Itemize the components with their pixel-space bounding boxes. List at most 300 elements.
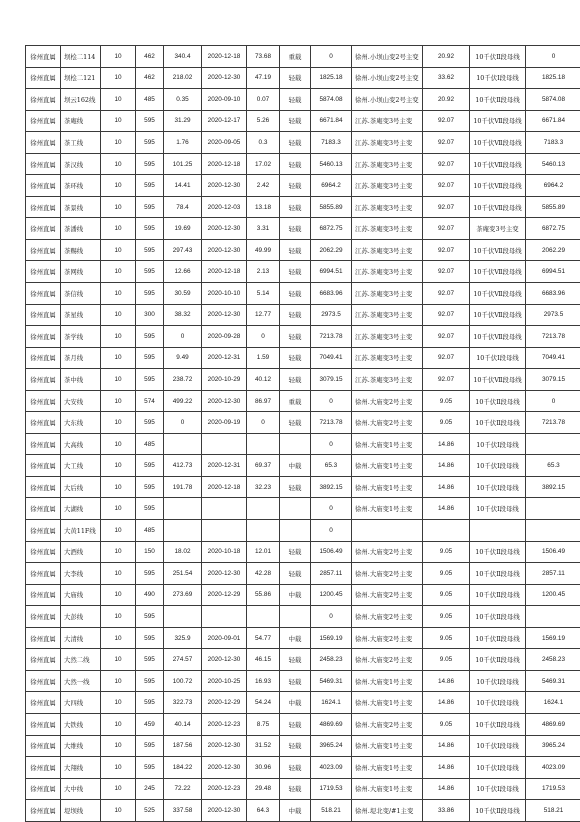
available-cell: 0 [311, 433, 352, 455]
spare-cell: 2458.23 [526, 649, 580, 671]
available-cell: 65.3 [311, 455, 352, 477]
voltage-cell: 10 [101, 757, 136, 779]
date-cell: 2020-12-03 [202, 196, 247, 218]
bus-cell: 10千伏Ⅰ段母线 [470, 476, 526, 498]
available-cell: 3965.24 [311, 735, 352, 757]
date-cell: 2020-09-28 [202, 326, 247, 348]
spare-cell: 1719.53 [526, 778, 580, 800]
load-status-cell: 轻载 [280, 326, 311, 348]
load-cell: 322.73 [164, 692, 202, 714]
transformer-cell: 江苏.茶庵变3号主变 [352, 153, 423, 175]
load-cell: 251.54 [164, 563, 202, 585]
date-cell: 2020-12-18 [202, 476, 247, 498]
bus-cell: 10千伏Ⅱ段母线 [470, 412, 526, 434]
available-cell: 518.21 [311, 800, 352, 822]
transformer-cell: 徐州.大庙变1号主变 [352, 498, 423, 520]
voltage-cell: 10 [101, 584, 136, 606]
transformer-cell: 徐州.小坝山变2号主变 [352, 89, 423, 111]
spare-cell: 6964.2 [526, 175, 580, 197]
load-cell [164, 520, 202, 542]
transformer-cell: 徐州.大庙变2号主变 [352, 627, 423, 649]
load-status-cell: 中载 [280, 627, 311, 649]
capacity-cell: 150 [136, 541, 164, 563]
transformer-cell: 徐州.大庙变2号主变 [352, 541, 423, 563]
table-row [26, 498, 580, 520]
capacity-cell: 595 [136, 412, 164, 434]
line-name-cell: 茶环线 [61, 175, 101, 197]
transformer-cell: 江苏.茶庵变3号主变 [352, 110, 423, 132]
transformer-rate-cell: 14.86 [423, 498, 470, 520]
load-cell: 0 [164, 326, 202, 348]
bus-cell: 10千伏Ⅰ段母线 [470, 498, 526, 520]
spare-cell: 2857.11 [526, 563, 580, 585]
available-cell: 0 [311, 390, 352, 412]
capacity-cell: 595 [136, 757, 164, 779]
line-name-cell: 茶潘线 [61, 218, 101, 240]
load-status-cell: 轻载 [280, 476, 311, 498]
spare-cell: 2062.29 [526, 239, 580, 261]
load-rate-cell: 2.42 [247, 175, 280, 197]
available-cell: 4023.09 [311, 757, 352, 779]
transformer-cell: 江苏.茶庵变3号主变 [352, 261, 423, 283]
voltage-cell: 10 [101, 196, 136, 218]
transformer-rate-cell: 9.05 [423, 541, 470, 563]
date-cell: 2020-12-30 [202, 175, 247, 197]
line-name-cell: 大东线 [61, 412, 101, 434]
table-row [26, 46, 580, 68]
date-cell: 2020-10-10 [202, 283, 247, 305]
spare-cell [526, 520, 580, 542]
date-cell: 2020-12-23 [202, 778, 247, 800]
date-cell: 2020-10-18 [202, 541, 247, 563]
load-cell: 14.41 [164, 175, 202, 197]
company-cell: 徐州直属 [26, 304, 61, 326]
load-cell [164, 433, 202, 455]
transformer-rate-cell: 9.05 [423, 390, 470, 412]
load-rate-cell [247, 606, 280, 628]
data-sheet [25, 45, 541, 822]
transformer-rate-cell: 92.07 [423, 175, 470, 197]
load-status-cell: 轻载 [280, 239, 311, 261]
spare-cell: 6872.75 [526, 218, 580, 240]
transformer-cell: 徐州.大庙变2号主变 [352, 649, 423, 671]
available-cell: 1624.1 [311, 692, 352, 714]
transformer-rate-cell: 92.07 [423, 304, 470, 326]
load-status-cell [280, 520, 311, 542]
available-cell: 6671.84 [311, 110, 352, 132]
spare-cell: 7183.3 [526, 132, 580, 154]
company-cell: 徐州直属 [26, 196, 61, 218]
bus-cell: 10千伏Ⅶ段母线 [470, 196, 526, 218]
line-name-cell: 大黄11F线 [61, 520, 101, 542]
transformer-rate-cell: 14.86 [423, 455, 470, 477]
date-cell: 2020-09-19 [202, 412, 247, 434]
line-name-cell: 大湖线 [61, 498, 101, 520]
company-cell: 徐州直属 [26, 153, 61, 175]
load-rate-cell: 5.14 [247, 283, 280, 305]
transformer-rate-cell: 92.07 [423, 369, 470, 391]
date-cell: 2020-12-18 [202, 153, 247, 175]
bus-cell: 10千伏Ⅰ段母线 [470, 735, 526, 757]
load-cell: 0 [164, 412, 202, 434]
spare-cell: 6683.96 [526, 283, 580, 305]
available-cell: 2062.29 [311, 239, 352, 261]
voltage-cell: 10 [101, 498, 136, 520]
capacity-cell: 595 [136, 110, 164, 132]
available-cell: 2458.23 [311, 649, 352, 671]
transformer-rate-cell: 9.05 [423, 713, 470, 735]
table-row [26, 239, 580, 261]
available-cell: 2973.5 [311, 304, 352, 326]
load-cell: 273.69 [164, 584, 202, 606]
voltage-cell: 10 [101, 778, 136, 800]
capacity-cell: 462 [136, 67, 164, 89]
load-status-cell: 中载 [280, 800, 311, 822]
load-status-cell: 轻载 [280, 713, 311, 735]
voltage-cell: 10 [101, 390, 136, 412]
capacity-cell: 595 [136, 261, 164, 283]
capacity-cell: 485 [136, 89, 164, 111]
voltage-cell: 10 [101, 153, 136, 175]
load-cell: 40.14 [164, 713, 202, 735]
transformer-cell: 徐州.大庙变2号主变 [352, 584, 423, 606]
voltage-cell: 10 [101, 132, 136, 154]
available-cell: 5469.31 [311, 670, 352, 692]
transformer-cell: 徐州.大庙变1号主变 [352, 757, 423, 779]
available-cell: 1506.49 [311, 541, 352, 563]
transformer-cell: 江苏.茶庵变3号主变 [352, 369, 423, 391]
available-cell: 5874.08 [311, 89, 352, 111]
load-status-cell [280, 498, 311, 520]
line-name-cell: 茶工线 [61, 132, 101, 154]
load-rate-cell: 55.86 [247, 584, 280, 606]
available-cell: 6964.2 [311, 175, 352, 197]
capacity-cell: 595 [136, 498, 164, 520]
capacity-cell: 595 [136, 175, 164, 197]
load-rate-cell: 3.31 [247, 218, 280, 240]
company-cell: 徐州直属 [26, 261, 61, 283]
load-cell: 412.73 [164, 455, 202, 477]
table-row [26, 627, 580, 649]
company-cell: 徐州直属 [26, 692, 61, 714]
available-cell: 6683.96 [311, 283, 352, 305]
spare-cell: 0 [526, 390, 580, 412]
date-cell: 2020-09-10 [202, 89, 247, 111]
capacity-cell: 595 [136, 196, 164, 218]
bus-cell: 10千伏Ⅰ段母线 [470, 455, 526, 477]
company-cell: 徐州直属 [26, 132, 61, 154]
line-load-table [25, 45, 580, 822]
spare-cell: 1200.45 [526, 584, 580, 606]
bus-cell: 10千伏Ⅶ段母线 [470, 110, 526, 132]
table-row [26, 713, 580, 735]
voltage-cell: 10 [101, 520, 136, 542]
table-row [26, 369, 580, 391]
bus-cell: 10千伏Ⅶ段母线 [470, 304, 526, 326]
line-name-cell: 茶星线 [61, 304, 101, 326]
bus-cell: 10千伏Ⅱ段母线 [470, 713, 526, 735]
transformer-cell: 徐州.大庙变2号主变 [352, 390, 423, 412]
load-cell: 325.9 [164, 627, 202, 649]
table-row [26, 218, 580, 240]
voltage-cell: 10 [101, 218, 136, 240]
spare-cell: 7213.78 [526, 412, 580, 434]
company-cell: 徐州直属 [26, 713, 61, 735]
line-name-cell: 大然一线 [61, 670, 101, 692]
transformer-cell: 徐州.大庙变2号主变 [352, 606, 423, 628]
load-rate-cell: 64.3 [247, 800, 280, 822]
transformer-cell: 江苏.茶庵变3号主变 [352, 304, 423, 326]
voltage-cell: 10 [101, 369, 136, 391]
capacity-cell: 595 [136, 239, 164, 261]
voltage-cell: 10 [101, 326, 136, 348]
voltage-cell: 10 [101, 261, 136, 283]
load-status-cell: 中载 [280, 692, 311, 714]
available-cell: 1569.19 [311, 627, 352, 649]
spare-cell: 1624.1 [526, 692, 580, 714]
load-cell: 340.4 [164, 46, 202, 68]
voltage-cell: 10 [101, 239, 136, 261]
load-rate-cell: 30.96 [247, 757, 280, 779]
line-name-cell: 大安线 [61, 390, 101, 412]
table-row [26, 778, 580, 800]
line-name-cell: 茶中线 [61, 369, 101, 391]
available-cell: 4869.69 [311, 713, 352, 735]
bus-cell: 10千伏Ⅰ段母线 [470, 670, 526, 692]
line-name-cell: 大酒线 [61, 541, 101, 563]
company-cell: 徐州直属 [26, 584, 61, 606]
transformer-rate-cell: 92.07 [423, 283, 470, 305]
transformer-cell: 江苏.茶庵变3号主变 [352, 218, 423, 240]
load-rate-cell: 29.48 [247, 778, 280, 800]
bus-cell: 10千伏Ⅱ段母线 [470, 584, 526, 606]
load-rate-cell [247, 498, 280, 520]
load-rate-cell: 40.12 [247, 369, 280, 391]
load-status-cell: 重载 [280, 46, 311, 68]
transformer-cell: 徐州.大庙变1号主变 [352, 670, 423, 692]
load-rate-cell [247, 520, 280, 542]
table-row [26, 89, 580, 111]
spare-cell: 3892.15 [526, 476, 580, 498]
transformer-cell: 江苏.茶庵变3号主变 [352, 239, 423, 261]
load-rate-cell: 0 [247, 412, 280, 434]
transformer-rate-cell [423, 520, 470, 542]
load-cell: 218.02 [164, 67, 202, 89]
load-cell: 31.29 [164, 110, 202, 132]
load-rate-cell: 2.13 [247, 261, 280, 283]
load-status-cell [280, 433, 311, 455]
table-row [26, 476, 580, 498]
capacity-cell: 595 [136, 476, 164, 498]
capacity-cell: 595 [136, 218, 164, 240]
load-rate-cell: 12.01 [247, 541, 280, 563]
bus-cell [470, 520, 526, 542]
load-cell: 337.58 [164, 800, 202, 822]
load-rate-cell: 5.26 [247, 110, 280, 132]
line-name-cell: 大高线 [61, 433, 101, 455]
load-cell: 101.25 [164, 153, 202, 175]
spare-cell: 6994.51 [526, 261, 580, 283]
transformer-cell: 徐州.大庙变2号主变 [352, 563, 423, 585]
company-cell: 徐州直属 [26, 347, 61, 369]
line-name-cell: 坝云162线 [61, 89, 101, 111]
date-cell: 2020-12-29 [202, 584, 247, 606]
load-cell: 191.78 [164, 476, 202, 498]
transformer-cell: 江苏.茶庵变3号主变 [352, 196, 423, 218]
voltage-cell: 10 [101, 627, 136, 649]
table-row [26, 520, 580, 542]
company-cell: 徐州直属 [26, 455, 61, 477]
table-row [26, 455, 580, 477]
table-row [26, 584, 580, 606]
load-rate-cell: 32.23 [247, 476, 280, 498]
load-status-cell: 轻载 [280, 757, 311, 779]
date-cell: 2020-12-30 [202, 649, 247, 671]
transformer-cell: 徐州.大庙变2号主变 [352, 412, 423, 434]
load-rate-cell: 13.18 [247, 196, 280, 218]
load-status-cell: 中载 [280, 584, 311, 606]
company-cell: 徐州直属 [26, 541, 61, 563]
voltage-cell: 10 [101, 433, 136, 455]
line-name-cell: 大中线 [61, 778, 101, 800]
line-name-cell: 茶学线 [61, 326, 101, 348]
transformer-rate-cell: 92.07 [423, 239, 470, 261]
capacity-cell: 595 [136, 627, 164, 649]
transformer-rate-cell: 92.07 [423, 218, 470, 240]
spare-cell: 2973.5 [526, 304, 580, 326]
company-cell: 徐州直属 [26, 800, 61, 822]
spare-cell: 0 [526, 46, 580, 68]
voltage-cell: 10 [101, 800, 136, 822]
date-cell: 2020-12-31 [202, 347, 247, 369]
load-rate-cell: 8.75 [247, 713, 280, 735]
date-cell: 2020-12-29 [202, 692, 247, 714]
load-rate-cell: 47.19 [247, 67, 280, 89]
load-rate-cell: 86.97 [247, 390, 280, 412]
bus-cell: 10千伏Ⅶ段母线 [470, 132, 526, 154]
line-name-cell: 茶汉线 [61, 153, 101, 175]
table-row [26, 433, 580, 455]
voltage-cell: 10 [101, 89, 136, 111]
load-rate-cell: 54.77 [247, 627, 280, 649]
transformer-cell [352, 520, 423, 542]
load-rate-cell: 0.07 [247, 89, 280, 111]
table-body [26, 46, 580, 822]
load-rate-cell [247, 433, 280, 455]
date-cell: 2020-12-30 [202, 735, 247, 757]
voltage-cell: 10 [101, 412, 136, 434]
line-name-cell: 茶网线 [61, 261, 101, 283]
capacity-cell: 595 [136, 369, 164, 391]
load-rate-cell: 49.99 [247, 239, 280, 261]
voltage-cell: 10 [101, 304, 136, 326]
load-status-cell: 轻载 [280, 261, 311, 283]
line-name-cell: 大清线 [61, 627, 101, 649]
load-status-cell: 中载 [280, 455, 311, 477]
company-cell: 徐州直属 [26, 218, 61, 240]
transformer-cell: 徐州.大庙变1号主变 [352, 433, 423, 455]
date-cell: 2020-12-30 [202, 757, 247, 779]
load-rate-cell: 31.52 [247, 735, 280, 757]
available-cell: 3079.15 [311, 369, 352, 391]
spare-cell: 1825.18 [526, 67, 580, 89]
capacity-cell: 595 [136, 326, 164, 348]
company-cell: 徐州直属 [26, 757, 61, 779]
spare-cell: 6671.84 [526, 110, 580, 132]
available-cell: 7213.78 [311, 412, 352, 434]
load-rate-cell: 16.93 [247, 670, 280, 692]
capacity-cell: 595 [136, 649, 164, 671]
table-row [26, 735, 580, 757]
voltage-cell: 10 [101, 347, 136, 369]
transformer-rate-cell: 92.07 [423, 196, 470, 218]
spare-cell: 7213.78 [526, 326, 580, 348]
transformer-cell: 江苏.茶庵变3号主变 [352, 347, 423, 369]
spare-cell [526, 433, 580, 455]
bus-cell: 10千伏Ⅱ段母线 [470, 46, 526, 68]
load-status-cell: 轻载 [280, 649, 311, 671]
available-cell: 7183.3 [311, 132, 352, 154]
line-name-cell: 茶赐线 [61, 239, 101, 261]
company-cell: 徐州直属 [26, 735, 61, 757]
voltage-cell: 10 [101, 606, 136, 628]
capacity-cell: 595 [136, 455, 164, 477]
date-cell: 2020-12-23 [202, 713, 247, 735]
table-row [26, 153, 580, 175]
transformer-cell: 徐州.小坝山变2号主变 [352, 67, 423, 89]
load-rate-cell: 73.68 [247, 46, 280, 68]
table-row [26, 304, 580, 326]
load-status-cell: 轻载 [280, 196, 311, 218]
table-row [26, 175, 580, 197]
date-cell [202, 520, 247, 542]
transformer-rate-cell: 14.86 [423, 778, 470, 800]
table-row [26, 563, 580, 585]
bus-cell: 10千伏Ⅰ段母线 [470, 433, 526, 455]
bus-cell: 10千伏Ⅱ段母线 [470, 541, 526, 563]
bus-cell: 茶庵变3号主变 [470, 218, 526, 240]
capacity-cell: 595 [136, 563, 164, 585]
capacity-cell: 490 [136, 584, 164, 606]
spare-cell: 7049.41 [526, 347, 580, 369]
capacity-cell: 595 [136, 606, 164, 628]
available-cell: 0 [311, 606, 352, 628]
bus-cell: 10千伏Ⅶ段母线 [470, 369, 526, 391]
transformer-cell: 徐州.大庙变1号主变 [352, 735, 423, 757]
company-cell: 徐州直属 [26, 778, 61, 800]
transformer-rate-cell: 92.07 [423, 110, 470, 132]
table-row [26, 670, 580, 692]
date-cell [202, 606, 247, 628]
transformer-cell: 徐州.大庙变1号主变 [352, 692, 423, 714]
bus-cell: 10千伏Ⅰ段母线 [470, 778, 526, 800]
line-name-cell: 坝桧二121 [61, 67, 101, 89]
load-status-cell: 轻载 [280, 218, 311, 240]
transformer-rate-cell: 9.05 [423, 563, 470, 585]
bus-cell: 10千伏Ⅰ段母线 [470, 67, 526, 89]
load-status-cell: 轻载 [280, 412, 311, 434]
voltage-cell: 10 [101, 692, 136, 714]
available-cell: 6994.51 [311, 261, 352, 283]
date-cell: 2020-10-29 [202, 369, 247, 391]
company-cell: 徐州直属 [26, 89, 61, 111]
load-rate-cell: 0 [247, 326, 280, 348]
transformer-cell: 徐州.大庙变2号主变 [352, 713, 423, 735]
capacity-cell: 525 [136, 800, 164, 822]
spare-cell: 5855.89 [526, 196, 580, 218]
spare-cell: 1569.19 [526, 627, 580, 649]
voltage-cell: 10 [101, 670, 136, 692]
